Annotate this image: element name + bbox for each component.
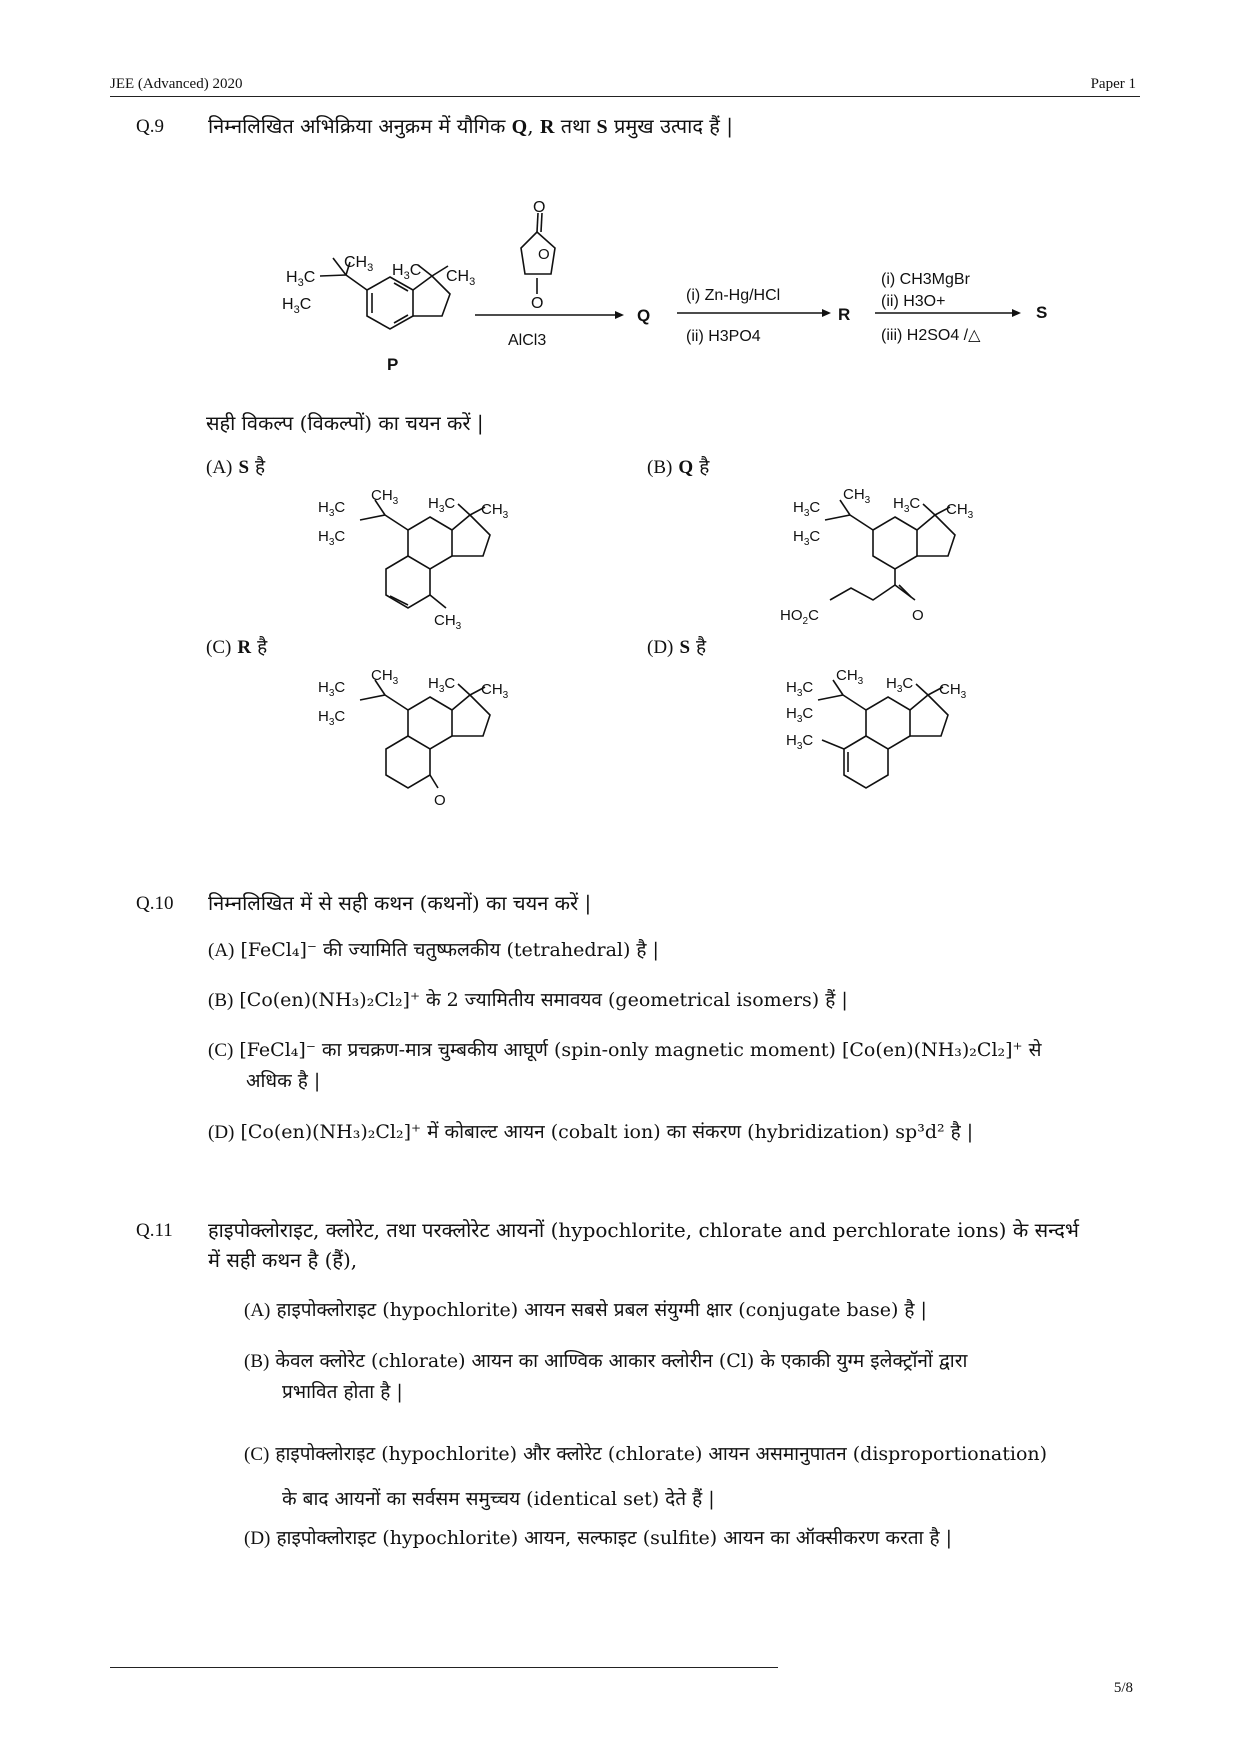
svg-text:CH3: $CH_3$ — [481, 501, 509, 521]
header-paper-label: Paper 1 — [1090, 76, 1136, 92]
svg-text:O: O — [434, 792, 446, 809]
q10-option-c[interactable]: (C) [FeCl₄]⁻ का प्रचक्रण-मात्र चुम्बकीय आघूर्ण (spin-only magnetic moment) [Co(en)(NH₃)₂Cl₂]⁺ से अधिक है | — [208, 1039, 1042, 1092]
q10-text: निम्नलिखित में से सही कथन (कथनों) का चयन करें | — [208, 891, 592, 915]
svg-text:H3C: $H_3C$ — [793, 528, 821, 548]
svg-text:H3C: $H_3C$ — [786, 679, 814, 699]
svg-text:CH3: $CH_3$ — [446, 268, 476, 288]
svg-text:H3C: $H_3C$ — [786, 732, 814, 752]
svg-text:H3C: $H_3C$ — [428, 495, 456, 515]
svg-text:H3C: $H_3C$ — [318, 708, 346, 728]
svg-text:H3C: $H_3C$ — [793, 499, 821, 519]
q11-option-c[interactable]: (C) हाइपोक्लोराइट (hypochlorite) और क्लोरेट (chlorate) आयन असमानुपातन (disproportionation) के बाद आयनों का सर्वसम समुच्चय (identical set) देते हैं | — [244, 1443, 1048, 1510]
q11-text: हाइपोक्लोराइट, क्लोरेट, तथा परक्लोरेट आयनों (hypochlorite, chlorate and perchlorate ions) के सन्दर्भ में सही कथन है (हैं), — [208, 1218, 1079, 1272]
q9-option-c[interactable]: (C) R है — [206, 636, 268, 658]
svg-text:H3C: $H_3C$ — [318, 679, 346, 699]
svg-text:O: O — [533, 199, 546, 216]
label-r: R — [838, 305, 851, 324]
q10-option-d[interactable]: (D) [Co(en)(NH₃)₂Cl₂]⁺ में कोबाल्ट आयन (cobalt ion) का संकरण (hybridization) sp³d² है | — [208, 1121, 974, 1143]
svg-text:CH3: $CH_3$ — [836, 667, 864, 687]
svg-text:CH3: $CH_3$ — [434, 612, 462, 632]
label-s: S — [1036, 303, 1048, 322]
svg-text:CH3: $CH_3$ — [481, 681, 509, 701]
svg-text:CH3: $CH_3$ — [939, 681, 967, 701]
structure-d — [786, 667, 967, 788]
svg-text:CH3: $CH_3$ — [371, 487, 399, 507]
svg-text:HO2C: $HO_2C$ — [780, 607, 819, 627]
q9-number: Q.9 — [136, 116, 164, 137]
q9-option-d[interactable]: (D) S है — [647, 636, 707, 658]
label-q: Q — [637, 306, 651, 325]
q11-option-a[interactable]: (A) हाइपोक्लोराइट (hypochlorite) आयन सबसे प्रबल संयुग्मी क्षार (conjugate base) है | — [244, 1299, 927, 1321]
q9-option-a[interactable]: (A) S है — [206, 456, 266, 478]
footer-divider — [110, 1667, 778, 1668]
structure-b — [780, 486, 974, 627]
svg-text:H3C: $H_3C$ — [428, 675, 456, 695]
q9-choose-prompt: सही विकल्प (विकल्पों) का चयन करें | — [206, 411, 484, 435]
q10-option-a[interactable]: (A) [FeCl₄]⁻ की ज्यामिति चतुष्फलकीय (tetrahedral) है | — [208, 939, 659, 961]
svg-text:H3C: $H_3C$ — [286, 269, 316, 289]
q10-option-b[interactable]: (B) [Co(en)(NH₃)₂Cl₂]⁺ के 2 ज्यामितीय समावयव (geometrical isomers) हैं | — [208, 989, 848, 1011]
reagent-alcl3: AlCl3 — [508, 332, 547, 349]
reagent-h3o: (ii) H3O+ — [881, 293, 946, 310]
reagent-zn-hg-hcl: (i) Zn-Hg/HCl — [686, 287, 781, 304]
svg-text:CH3: $CH_3$ — [344, 254, 374, 274]
svg-text:O: O — [538, 246, 550, 263]
reagent-ch3mgbr: (i) CH3MgBr — [881, 271, 970, 288]
q10-number: Q.10 — [136, 893, 174, 914]
q9-text: निम्नलिखित अभिक्रिया अनुक्रम में यौगिक Q, R तथा S प्रमुख उत्पाद हैं | — [208, 114, 734, 138]
q9-option-b[interactable]: (B) Q है — [647, 456, 710, 478]
header-exam-title: JEE (Advanced) 2020 — [110, 76, 243, 92]
svg-text:H3C: $H_3C$ — [318, 528, 346, 548]
structure-a — [318, 487, 509, 632]
svg-text:H3C: $H_3C$ — [392, 262, 422, 282]
svg-text:O: O — [912, 607, 924, 624]
svg-text:H3C: $H_3C$ — [893, 495, 921, 515]
q11-option-d[interactable]: (D) हाइपोक्लोराइट (hypochlorite) आयन, सल्फाइट (sulfite) आयन का ऑक्सीकरण करता है | — [244, 1527, 953, 1549]
reagent-h2so4: (iii) H2SO4 /△ — [881, 327, 981, 344]
svg-text:H3C: $H_3C$ — [282, 296, 312, 316]
reagent-h3po4: (ii) H3PO4 — [686, 328, 761, 345]
svg-text:CH3: $CH_3$ — [371, 667, 399, 687]
svg-text:H3C: $H_3C$ — [786, 705, 814, 725]
label-p: P — [387, 355, 399, 374]
svg-text:CH3: $CH_3$ — [946, 501, 974, 521]
q11-option-b[interactable]: (B) केवल क्लोरेट (chlorate) आयन का आण्विक आकार क्लोरीन (Cl) के एकाकी युग्म इलेक्ट्रॉनों द्वारा प्रभावित होता है | — [244, 1350, 968, 1403]
svg-text:CH3: $CH_3$ — [843, 486, 871, 506]
q11-number: Q.11 — [136, 1220, 173, 1241]
svg-text:O: O — [531, 295, 544, 312]
svg-text:H3C: $H_3C$ — [886, 675, 914, 695]
structure-c — [318, 667, 509, 809]
svg-text:H3C: $H_3C$ — [318, 499, 346, 519]
page-number: 5/8 — [1113, 1680, 1133, 1696]
q9-option-structures — [0, 0, 1241, 820]
